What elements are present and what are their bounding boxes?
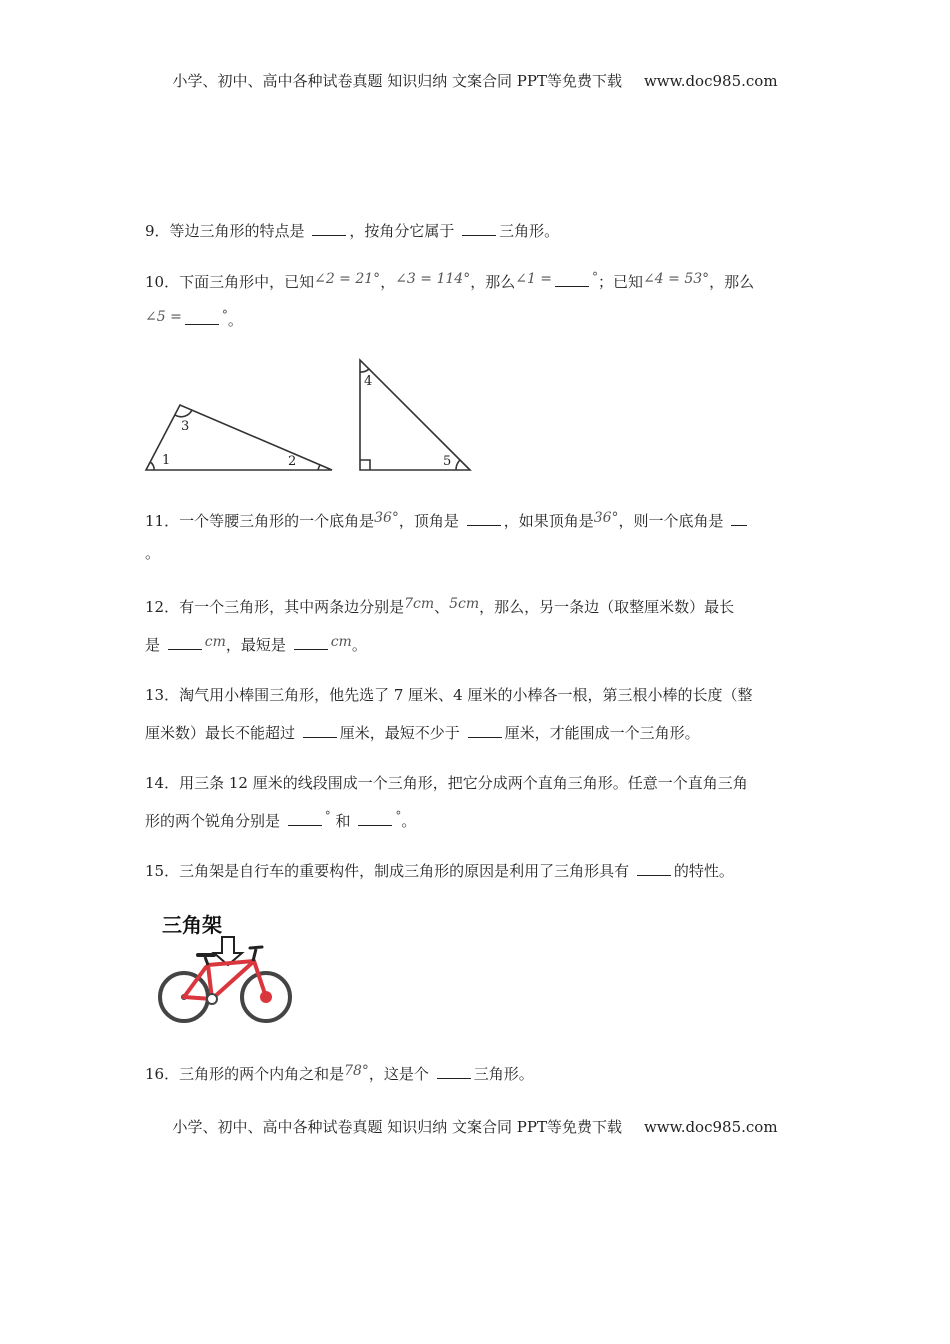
q13-line-1: 13．淘气用小棒围三角形，他先选了 7 厘米、4 厘米的小棒各一根，第三根小棒的长度（整 <box>145 686 753 704</box>
q11-top-angle: 36° <box>593 510 619 526</box>
header-url[interactable]: www.doc985.com <box>643 72 778 90</box>
q11-text-b: ，顶角是 <box>398 512 464 530</box>
q13-text-c: 厘米，才能围成一个三角形。 <box>504 724 700 742</box>
q12-unit-2: cm <box>330 634 352 650</box>
q14-line-1: 14．用三条 12 厘米的线段围成一个三角形，把它分成两个直角三角形。任意一个直角三角 <box>145 774 748 792</box>
q16-blank-1[interactable] <box>437 1062 471 1079</box>
header-text: 小学、初中、高中各种试卷真题 知识归纳 文案合同 PPT等免费下载 <box>172 72 622 90</box>
label-3: 3 <box>181 419 190 434</box>
q16-text-c: 三角形。 <box>473 1065 534 1083</box>
q12-unit-1: cm <box>204 634 226 650</box>
q16-text-b: ，这是个 <box>368 1065 434 1083</box>
q9-blank-1[interactable] <box>312 219 346 236</box>
q13-blank-2[interactable] <box>468 721 502 738</box>
q13-text-a: 厘米数）最长不能超过 <box>145 724 300 742</box>
triangle-left <box>146 405 332 470</box>
q14-text-b: 和 <box>330 812 356 830</box>
q13-blank-1[interactable] <box>303 721 337 738</box>
q10-deg-1: ° <box>592 270 599 284</box>
q12-text-c: ，那么，另一条边（取整厘米数）最长 <box>479 598 735 616</box>
q11-text-d: ，则一个底角是 <box>618 512 729 530</box>
q12-text-d: 是 <box>145 636 165 654</box>
question-15 <box>145 852 810 890</box>
question-10 <box>145 263 810 339</box>
q10-deg-2: ° <box>221 308 228 322</box>
arc-angle-4 <box>360 369 369 372</box>
footer-text: 小学、初中、高中各种试卷真题 知识归纳 文案合同 PPT等免费下载 <box>172 1118 622 1136</box>
arc-angle-1 <box>150 462 154 470</box>
q9-text-b: ，按角分它属于 <box>349 222 460 240</box>
q10-text-b: ， <box>380 273 396 291</box>
q10-text-d: ；已知 <box>598 273 644 291</box>
q14-deg-1: ° <box>324 809 331 823</box>
q14-blank-1[interactable] <box>288 809 322 826</box>
q16-angle-sum: 78° <box>344 1063 369 1079</box>
q12-text-a: 12．有一个三角形，其中两条边分别是 <box>145 598 405 616</box>
q10-angle3: ∠3 = 114° <box>395 271 471 287</box>
label-1: 1 <box>162 453 171 468</box>
q11-text-a: 11．一个等腰三角形的一个底角是 <box>145 512 375 530</box>
page-footer <box>0 1116 950 1137</box>
footer-url[interactable]: www.doc985.com <box>643 1118 778 1136</box>
q11-base-angle: 36° <box>374 510 399 526</box>
question-14 <box>145 764 810 840</box>
q11-text-c: ，如果顶角是 <box>503 512 594 530</box>
q10-angle1: ∠1 = <box>515 271 553 287</box>
q15-text-a: 15．三角架是自行车的重要构件，制成三角形的原因是利用了三角形具有 <box>145 862 634 880</box>
q10-text-a: 10．下面三角形中，已知 <box>145 273 315 291</box>
triangles-figure <box>140 352 480 477</box>
question-11 <box>145 502 810 572</box>
q10-angle4: ∠4 = 53° <box>643 271 710 287</box>
q12-blank-1[interactable] <box>168 633 202 650</box>
q12-text-f: 。 <box>351 636 367 654</box>
q11-text-e: 。 <box>145 544 161 562</box>
triangle-right <box>360 360 470 470</box>
page-header <box>0 70 950 91</box>
q10-angle2: ∠2 = 21° <box>314 271 381 287</box>
q12-blank-2[interactable] <box>294 633 328 650</box>
q12-side-2: 5cm <box>449 596 480 612</box>
q14-blank-2[interactable] <box>358 809 392 826</box>
q14-text-c: 。 <box>401 812 417 830</box>
q11-blank-2[interactable] <box>731 509 747 526</box>
q16-text-a: 16．三角形的两个内角之和是 <box>145 1065 345 1083</box>
q9-blank-2[interactable] <box>462 219 496 236</box>
right-angle-mark <box>360 460 370 470</box>
bicycle-figure <box>150 905 300 1030</box>
q10-text-c: ，那么 <box>470 273 516 291</box>
arc-angle-5 <box>456 460 460 470</box>
q12-text-e: ，最短是 <box>225 636 291 654</box>
q13-text-b: 厘米，最短不少于 <box>339 724 465 742</box>
question-9 <box>145 212 810 250</box>
q12-text-b: 、 <box>434 598 450 616</box>
q12-side-1: 7cm <box>404 596 435 612</box>
q9-text-c: 三角形。 <box>499 222 560 240</box>
question-12 <box>145 588 810 664</box>
q9-text-a: 9．等边三角形的特点是 <box>145 222 310 240</box>
q10-blank-1[interactable] <box>555 270 589 287</box>
q10-blank-2[interactable] <box>185 308 219 325</box>
label-5: 5 <box>443 454 452 469</box>
question-16 <box>145 1055 810 1093</box>
q14-deg-2: ° <box>395 809 402 823</box>
question-13 <box>145 676 810 752</box>
q15-blank-1[interactable] <box>637 859 671 876</box>
q10-text-f: 。 <box>227 311 243 329</box>
tripod-label: 三角架 <box>162 913 222 937</box>
q10-text-e: ，那么 <box>709 273 755 291</box>
label-4: 4 <box>364 374 373 389</box>
label-2: 2 <box>288 454 297 469</box>
q11-blank-1[interactable] <box>467 509 501 526</box>
q14-text-a: 形的两个锐角分别是 <box>145 812 285 830</box>
q15-text-b: 的特性。 <box>673 862 734 880</box>
q10-angle5: ∠5 = <box>145 309 182 325</box>
